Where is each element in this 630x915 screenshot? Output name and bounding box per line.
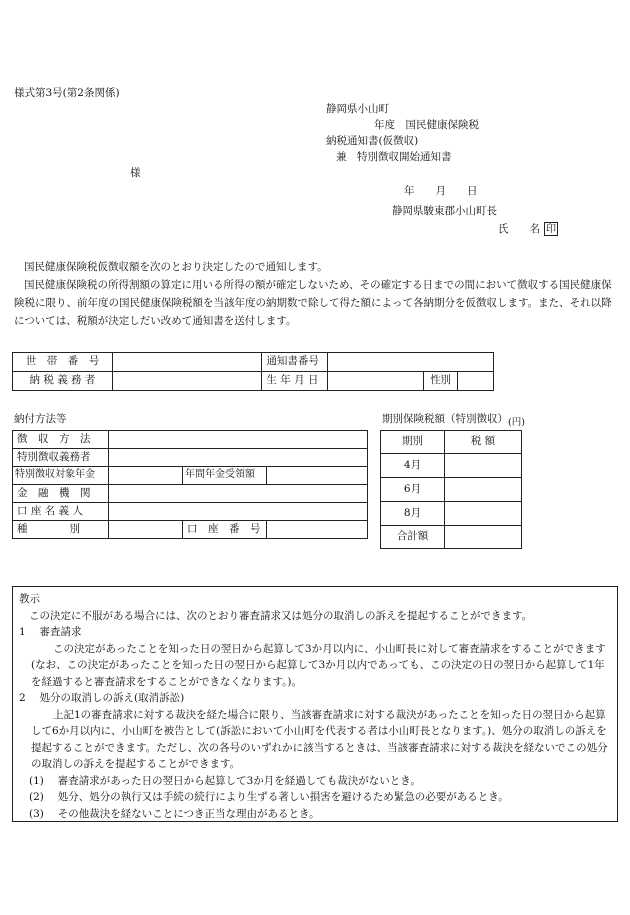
annual-pension-label: 年間年金受領額: [183, 467, 267, 485]
form-number: 様式第3号(第2条関係): [14, 87, 120, 99]
period-heading: [382, 412, 525, 427]
section-1-body: この決定があったことを知った日の翌日から起算して3か月以内に、小山町長に対して審査請求をすることができます(なお、この決定があったことを知った日の翌日から起算して3か月以内であっても、この決定の日の翌日から起算して1年を経過すると審査請求をすることができなくなります。)。: [31, 642, 606, 688]
notice-no-label: 通知書番号: [262, 353, 328, 372]
period-amount-value[interactable]: [445, 478, 522, 502]
issuer-name: [498, 222, 558, 237]
seal-mark: 印: [546, 224, 556, 235]
total-value[interactable]: [445, 526, 522, 549]
taxpayer-label: 納 税 義 務 者: [13, 372, 113, 391]
pension-value[interactable]: [109, 467, 183, 485]
holder-label: 口 座 名 義 人: [13, 503, 109, 521]
notice-intro: この決定に不服がある場合には、次のとおり審査請求又は処分の取消しの訴えを提起することができます。: [29, 609, 533, 622]
household-no-label: 世 帯 番 号: [13, 353, 113, 372]
name-label: 氏 名: [498, 223, 540, 235]
birth-date-value[interactable]: [328, 372, 424, 391]
collector-value[interactable]: [109, 449, 368, 467]
paragraph-explanation: 国民健康保険税の所得割額の算定に用いる所得の額が確定しないため、その確定する日までの間において徴収する国民健康保険税に限り、前年度の国民健康保険税額を当該年度の納期数で除して得た額によって各納期分を仮徴収します。また、それ以降については、税額が決定しだい改めて通知書を送付します。: [14, 279, 612, 327]
type-label: 種 別: [13, 521, 109, 539]
period-row-label: 4月: [381, 454, 445, 478]
holder-value[interactable]: [109, 503, 368, 521]
section-1-title: 1 審査請求: [19, 626, 82, 638]
payment-heading: 納付方法等: [14, 413, 67, 425]
appeal-notice-box: [12, 586, 618, 822]
annual-pension-value[interactable]: [267, 467, 368, 485]
section-2-body: 上記1の審査請求に対する裁決を経た場合に限り、当該審査請求に対する裁決があったことを知った日の翌日から起算して6か月以内に、小山町を被告として(訴訟において小山町を代表する者は小山町長となります。)、処分の取消しの訴えを提起することができます。ただし、次の各号のいずれかに該当するときは、当該審査請求に対する裁決を経ないでこの処分の取消しの訴えを提起することができます。: [31, 708, 608, 770]
bank-label: 金 融 機 関: [13, 485, 109, 503]
issuer-office: 静岡県駿東郡小山町長: [392, 205, 497, 217]
gender-value[interactable]: [458, 372, 494, 391]
period-row-label: 6月: [381, 478, 445, 502]
household-no-value[interactable]: [112, 353, 261, 372]
period-row-label: 8月: [381, 502, 445, 526]
birth-date-label: 生 年 月 日: [262, 372, 328, 391]
notice-no-value[interactable]: [328, 353, 494, 372]
title-line-1: 納税通知書(仮徴収): [326, 135, 419, 147]
collector-label: 特別徴収義務者: [13, 449, 109, 467]
notice-title: 教示: [19, 593, 40, 605]
method-value[interactable]: [109, 431, 368, 449]
issuer-town: 静岡県小山町: [326, 103, 389, 115]
period-amount-value[interactable]: [445, 454, 522, 478]
account-no-value[interactable]: [267, 521, 368, 539]
payment-table: [12, 430, 368, 539]
period-amount-value[interactable]: [445, 502, 522, 526]
method-label: 徴 収 方 法: [13, 431, 109, 449]
fiscal-year-line: 年度 国民健康保険税: [374, 119, 479, 131]
taxpayer-value[interactable]: [112, 372, 261, 391]
paragraph-intro: 国民健康保険税仮徴収額を次のとおり決定したので通知します。: [24, 261, 328, 273]
household-table: [12, 352, 494, 391]
title-line-2: 兼 特別徴収開始通知書: [336, 151, 452, 163]
pension-label: 特別徴収対象年金: [13, 467, 109, 485]
notice-item: (2) 処分、処分の執行又は手続の続行により生ずる著しい損害を避けるため緊急の必要があるとき。: [29, 791, 509, 803]
recipient-suffix: 様: [130, 167, 141, 179]
notice-item: (1) 審査請求があった日の翌日から起算して3か月を経過しても裁決がないとき。: [29, 774, 421, 787]
total-label: 合計額: [381, 526, 445, 549]
date-line: 年 月 日: [404, 185, 478, 197]
type-value[interactable]: [109, 521, 183, 539]
period-unit: (円): [508, 417, 525, 428]
section-2-title: 2 処分の取消しの訴え(取消訴訟): [19, 692, 185, 704]
account-no-label: 口 座 番 号: [183, 521, 267, 539]
notice-item: (3) その他裁決を経ないことにつき正当な理由があるとき。: [29, 807, 320, 820]
period-col-header: 期別: [381, 431, 445, 454]
bank-value[interactable]: [109, 485, 368, 503]
period-table: [380, 430, 522, 549]
amount-col-header: 税 額: [445, 431, 522, 454]
period-heading-text: 期別保険税額（特別徴収）: [382, 413, 508, 425]
gender-label: 性別: [424, 372, 458, 391]
